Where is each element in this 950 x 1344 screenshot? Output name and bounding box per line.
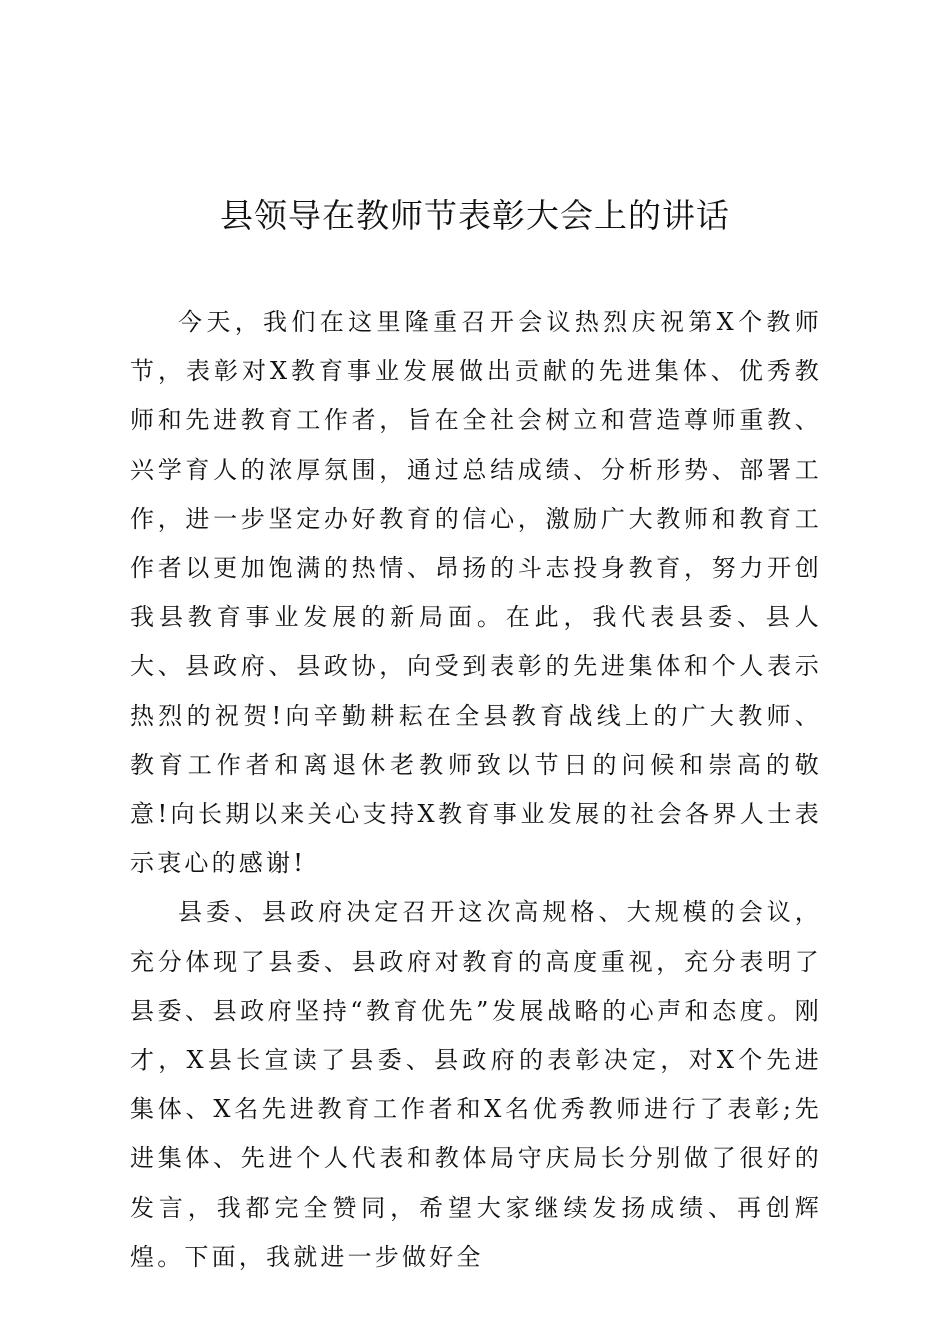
paragraph-1: 今天，我们在这里隆重召开会议热烈庆祝第X个教师节，表彰对X教育事业发展做出贡献的先进集体、优秀教师和先进教育工作者，旨在全社会树立和营造尊师重教、兴学育人的浓厚氛围，通过总结成绩、分析形势、部署工作，进一步坚定办好教育的信心，激励广大教师和教育工作者以更加饱满的热情、昂扬的斗志投身教育，努力开创我县教育事业发展的新局面。在此，我代表县委、县人大、县政府、县政协，向受到表彰的先进集体和个人表示热烈的祝贺!向辛勤耕耘在全县教育战线上的广大教师、教育工作者和离退休老教师致以节日的问候和崇高的敬意!向长期以来关心支持X教育事业发展的社会各界人士表示衷心的感谢! <box>130 308 822 878</box>
document-title: 县领导在教师节表彰大会上的讲话 <box>220 196 730 235</box>
paragraph-2: 县委、县政府决定召开这次高规格、大规模的会议，充分体现了县委、县政府对教育的高度重视，充分表明了县委、县政府坚持“教育优先”发展战略的心声和态度。刚才，X县长宣读了县委、县政府的表彰决定，对X个先进集体、X名先进教育工作者和X名优秀教师进行了表彰;先进集体、先进个人代表和教体局守庆局长分别做了很好的发言，我都完全赞同，希望大家继续发扬成绩、再创辉煌。下面，我就进一步做好全 <box>130 898 822 1271</box>
document-body <box>130 298 822 1282</box>
